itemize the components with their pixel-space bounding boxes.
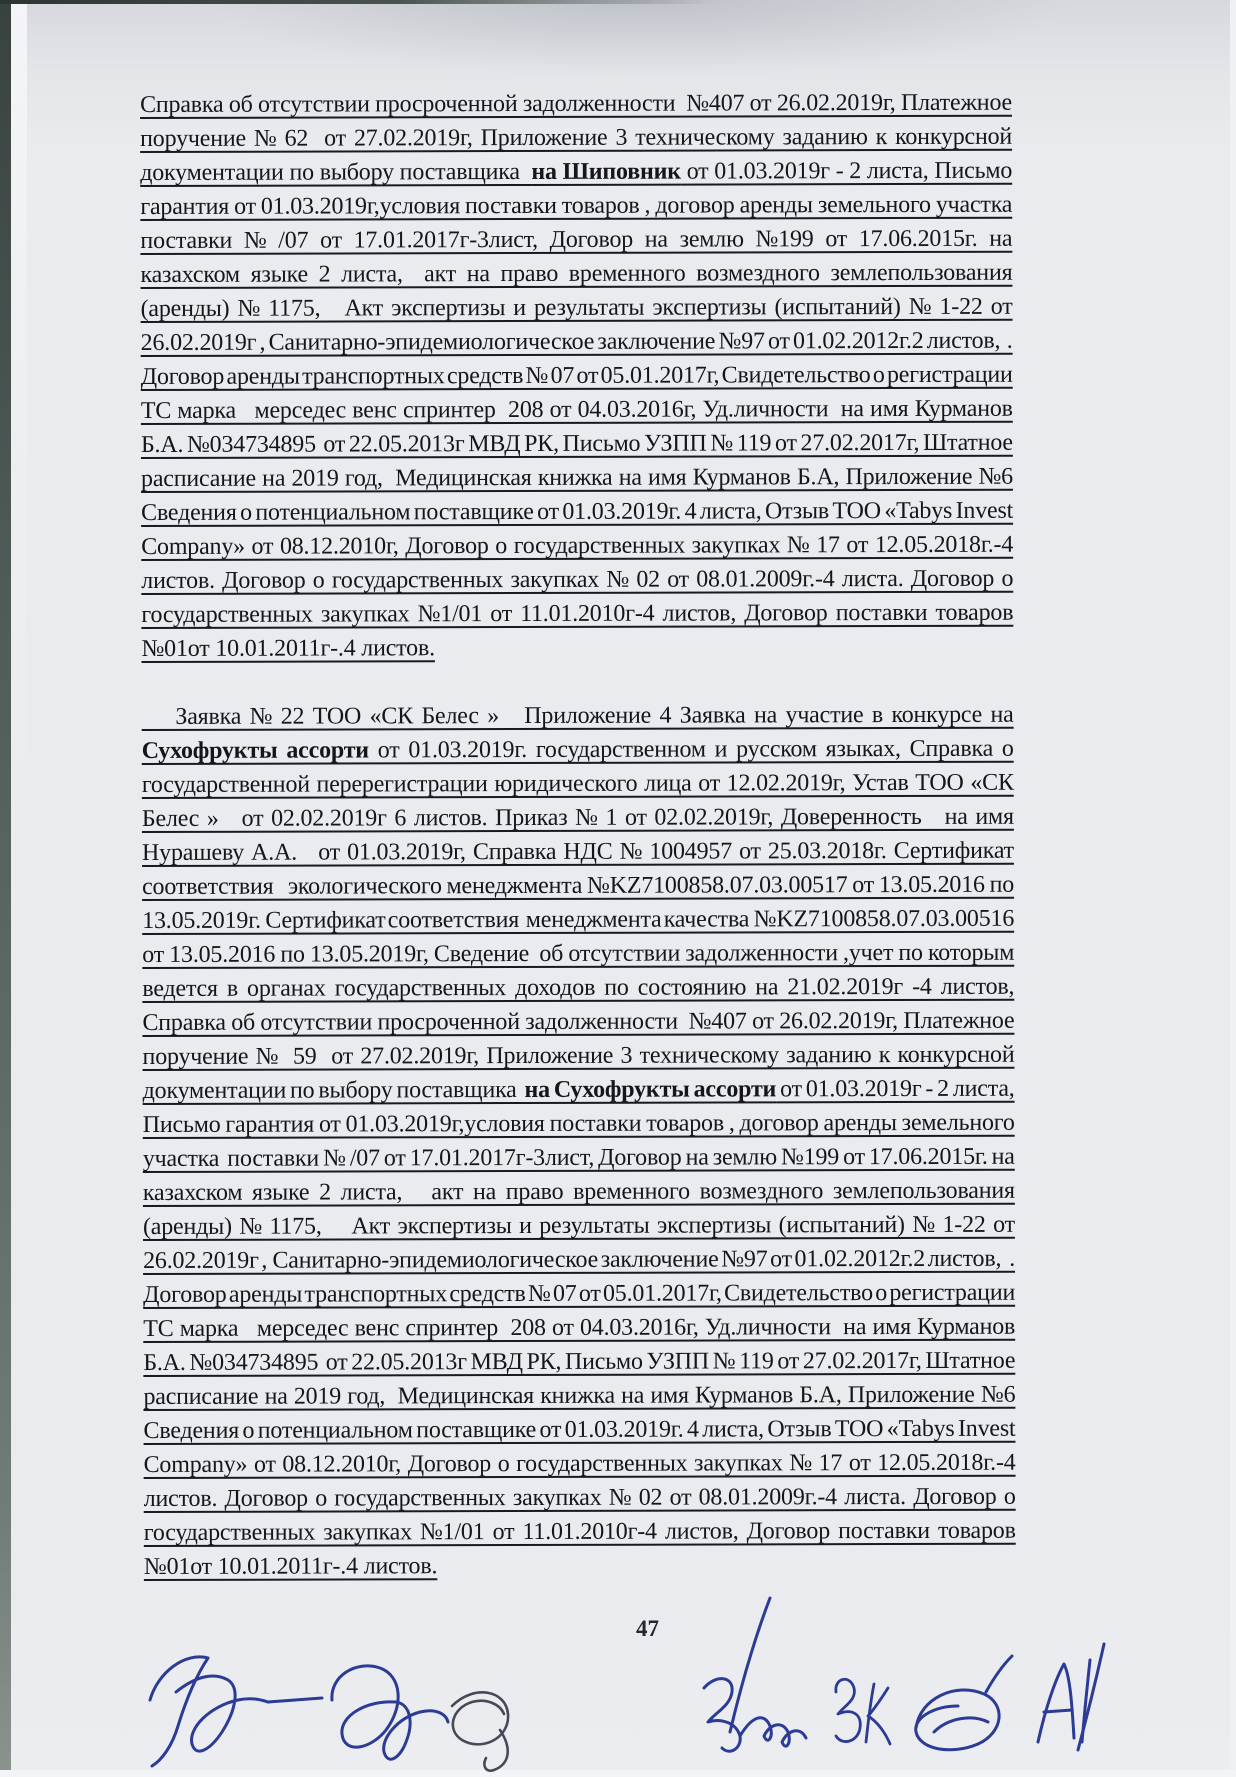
text-line: документации по выбору поставщика на Шиповник от 01.03.2019г - 2 листа, Письмо bbox=[140, 157, 1013, 186]
scan-edge-left bbox=[0, 0, 11, 1777]
text-line: Б.А. №034734895 от 22.05.2013г МВД РК, Письмо УЗПП № 119 от 27.02.2017г, Штатное bbox=[143, 1347, 1016, 1376]
text-line: Company» от 08.12.2010г, Договор о государственных закупках № 17 от 12.05.2018г.-4 bbox=[143, 1449, 1016, 1478]
signature-5-stroke bbox=[1038, 1664, 1074, 1742]
text-line: от 13.05.2016 по 13.05.2019г, Сведение об отсутствии задолженности ,учет по которым bbox=[142, 939, 1015, 968]
signature-3-stroke bbox=[836, 1679, 860, 1741]
signature-4 bbox=[916, 1656, 1012, 1750]
signature-1-stroke bbox=[176, 1676, 268, 1751]
text-line: 26.02.2019г , Санитарно-эпидемиологическое заключение №97 от 01.02.2012г.2 листов, . bbox=[140, 327, 1013, 356]
signature-1 bbox=[150, 1657, 508, 1771]
text-line: казахском языке 2 листа, акт на право временного возмездного землепользования bbox=[142, 1177, 1015, 1206]
signature-2-stroke bbox=[730, 1598, 770, 1732]
text-line: соответствия экологического менеджмента №KZ7100858.07.03.00517 от 13.05.2016 по bbox=[142, 871, 1015, 900]
text-line: Сухофрукты ассорти от 01.03.2019г. государственном и русском языках, Справка о bbox=[141, 735, 1014, 764]
text-line: поручение № 62 от 27.02.2019г, Приложение 3 техническому заданию к конкурсной bbox=[140, 123, 1013, 152]
text-line: Нурашеву А.А. от 01.03.2019г, Справка НДС № 1004957 от 25.03.2018г. Сертификат bbox=[141, 837, 1014, 866]
text-line: участка поставки № /07 от 17.01.2017г-3лист, Договор на землю №199 от 17.06.2015г. на bbox=[142, 1143, 1015, 1172]
text-line: государственной перерегистрации юридического лица от 12.02.2019г, Устав ТОО «СК bbox=[141, 769, 1014, 798]
text-line: листов. Договор о государственных закупках № 02 от 08.01.2009г.-4 листа. Договор о bbox=[143, 1483, 1016, 1512]
text-line: (аренды) № 1175, Акт экспертизы и результаты экспертизы (испытаний) № 1-22 от bbox=[142, 1211, 1015, 1240]
signature-1-stroke-dark bbox=[484, 1730, 507, 1771]
signature-3 bbox=[836, 1679, 890, 1744]
signature-1-stroke bbox=[384, 1702, 448, 1759]
paragraph-gap bbox=[142, 664, 1014, 700]
text-line: расписание на 2019 год, Медицинская книжка на имя Курманов Б.А, Приложение №6 bbox=[140, 463, 1013, 492]
signature-2 bbox=[704, 1598, 806, 1751]
scan-edge-right bbox=[1230, 0, 1236, 1777]
text-line: Письмо гарантия от 01.03.2019г,условия поставки товаров , договор аренды земельного bbox=[142, 1109, 1015, 1138]
paragraph-application-22-documents bbox=[142, 698, 1016, 1584]
text-line: Справка об отсутствии просроченной задолженности №407 от 26.02.2019г, Платежное bbox=[140, 89, 1013, 118]
signature-1-stroke bbox=[268, 1698, 322, 1702]
signature-4-stroke bbox=[986, 1656, 1012, 1692]
document-body bbox=[140, 86, 1016, 1584]
text-line: листов. Договор о государственных закупках № 02 от 08.01.2009г.-4 листа. Договор о bbox=[141, 565, 1014, 594]
text-line: 13.05.2019г. Сертификат соответствия менеджмента качества №KZ7100858.07.03.00516 bbox=[142, 905, 1015, 934]
signature-2-stroke bbox=[740, 1718, 806, 1746]
text-line: 26.02.2019г , Санитарно-эпидемиологическое заключение №97 от 01.02.2012г.2 листов, . bbox=[143, 1245, 1016, 1274]
text-line: Договор аренды транспортных средств № 07 от 05.01.2017г, Свидетельство о регистрации bbox=[140, 361, 1013, 390]
text-line: Справка об отсутствии просроченной задолженности №407 от 26.02.2019г, Платежное bbox=[142, 1007, 1015, 1036]
text-line: ТС марка мерседес венс спринтер 208 от 04.03.2016г, Уд.личности на имя Курманов bbox=[140, 395, 1013, 424]
text-line: поручение № 59 от 27.02.2019г, Приложение 3 техническому заданию к конкурсной bbox=[142, 1041, 1015, 1070]
page-number: 47 bbox=[636, 1616, 659, 1641]
text-line: ТС марка мерседес венс спринтер 208 от 04.03.2016г, Уд.личности на имя Курманов bbox=[143, 1313, 1016, 1342]
text-line: ведется в органах государственных доходов по состоянию на 21.02.2019г -4 листов, bbox=[142, 973, 1015, 1002]
scan-edge-top bbox=[0, 0, 717, 4]
text-line: Company» от 08.12.2010г, Договор о государственных закупках № 17 от 12.05.2018г.-4 bbox=[141, 531, 1014, 560]
text-line: №01от 10.01.2011г-.4 листов. bbox=[141, 635, 435, 662]
text-line: Сведения о потенциальном поставщике от 01.03.2019г. 4 листа, Отзыв ТОО «Tabys Invest bbox=[141, 497, 1014, 526]
text-line: поставки № /07 от 17.01.2017г-3лист, Договор на землю №199 от 17.06.2015г. на bbox=[140, 225, 1013, 254]
signatures-overlay bbox=[0, 1580, 1236, 1777]
text-line: (аренды) № 1175, Акт экспертизы и результаты экспертизы (испытаний) № 1-22 от bbox=[140, 293, 1013, 322]
text-line: расписание на 2019 год, Медицинская книжка на имя Курманов Б.А, Приложение №6 bbox=[143, 1381, 1016, 1410]
paragraph-application-21-documents bbox=[140, 86, 1014, 666]
text-line: гарантия от 01.03.2019г,условия поставки товаров , договор аренды земельного участка bbox=[140, 191, 1013, 220]
signature-5 bbox=[1038, 1644, 1104, 1750]
signature-1-stroke-dark bbox=[452, 1692, 508, 1744]
text-line: Договор аренды транспортных средств № 07 от 05.01.2017г, Свидетельство о регистрации bbox=[143, 1279, 1016, 1308]
scan-edge-left-highlight bbox=[11, 0, 27, 977]
text-line: государственных закупках №1/01 от 11.01.2010г-4 листов, Договор поставки товаров bbox=[141, 599, 1014, 628]
signature-5-stroke bbox=[1044, 1710, 1072, 1712]
text-line: Сведения о потенциальном поставщике от 01.03.2019г. 4 листа, Отзыв ТОО «Tabys Invest bbox=[143, 1415, 1016, 1444]
signature-4-stroke bbox=[934, 1718, 988, 1732]
text-line: №01от 10.01.2011г-.4 листов. bbox=[143, 1553, 438, 1580]
text-line: Белес » от 02.02.2019г 6 листов. Приказ № 1 от 02.02.2019г, Доверенность на имя bbox=[141, 803, 1014, 832]
text-line: Б.А. №034734895 от 22.05.2013г МВД РК, Письмо УЗПП № 119 от 27.02.2017г, Штатное bbox=[140, 429, 1013, 458]
text-line: государственных закупках №1/01 от 11.01.2010г-4 листов, Договор поставки товаров bbox=[143, 1517, 1016, 1546]
text-line: Заявка № 22 ТОО «СК Белес » Приложение 4 Заявка на участие в конкурсе на bbox=[141, 701, 1014, 730]
text-line: документации по выбору поставщика на Сухофрукты ассорти от 01.03.2019г - 2 листа, bbox=[142, 1075, 1015, 1104]
text-line: казахском языке 2 листа, акт на право временного возмездного землепользования bbox=[140, 259, 1013, 288]
